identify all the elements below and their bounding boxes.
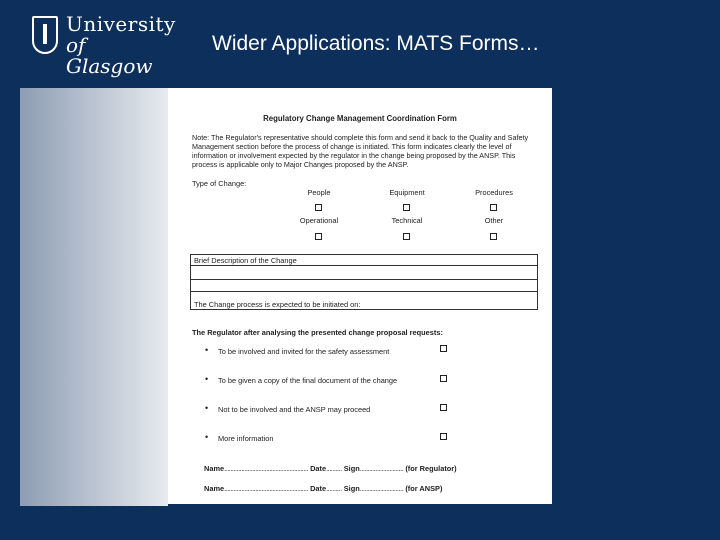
checkbox-request-more-info[interactable] xyxy=(440,433,447,440)
type-of-change-label: Type of Change: xyxy=(192,179,247,188)
checkbox-technical[interactable] xyxy=(403,233,410,240)
checkbox-operational[interactable] xyxy=(315,233,322,240)
date-label: Date xyxy=(310,464,327,473)
logo-line-2: of Glasgow xyxy=(66,33,153,78)
left-gradient-panel xyxy=(20,88,168,506)
bullet: • xyxy=(205,432,209,442)
name-field[interactable]: ...................................................... xyxy=(224,484,309,493)
form-document xyxy=(168,88,552,504)
bullet: • xyxy=(205,374,209,384)
description-input-line-2[interactable] xyxy=(191,279,537,280)
checkbox-people[interactable] xyxy=(315,204,322,211)
for-ansp-label: (for ANSP) xyxy=(405,484,443,493)
description-input-line-1[interactable] xyxy=(191,265,537,266)
initiated-on-label: The Change process is expected to be initiated on: xyxy=(194,300,361,309)
request-copy-label: To be given a copy of the final document of the change xyxy=(218,376,398,385)
description-table xyxy=(190,254,538,310)
option-other-label: Other xyxy=(484,216,504,225)
checkbox-request-copy[interactable] xyxy=(440,375,447,382)
option-technical-label: Technical xyxy=(391,216,423,225)
name-label: Name xyxy=(204,484,225,493)
bullet: • xyxy=(205,345,209,355)
name-field[interactable]: ...................................................... xyxy=(224,464,309,473)
signature-row-regulator xyxy=(204,464,457,473)
request-not-involved-label: Not to be involved and the ANSP may proceed xyxy=(218,405,371,414)
right-panel xyxy=(552,88,720,504)
logo-line-1: University xyxy=(66,12,176,36)
signature-row-ansp xyxy=(204,484,442,493)
date-label: Date xyxy=(310,484,327,493)
form-note: Note: The Regulator's representative should complete this form and send it back to the Quality and Safety Management section before the process of change is initiated. This form indicates clearly the level of information or involvement expected by the regulator in the change being proposed by the ANSP. This process is applicable only to Major Changes proposed by the ANSP. xyxy=(192,133,529,169)
sign-field[interactable]: ............................ xyxy=(359,484,404,493)
for-regulator-label: (for Regulator) xyxy=(405,464,457,473)
brief-description-label: Brief Description of the Change xyxy=(194,256,297,265)
date-field[interactable]: .......... xyxy=(326,464,342,473)
sign-field[interactable]: ............................ xyxy=(359,464,404,473)
sign-label: Sign xyxy=(343,484,360,493)
checkbox-equipment[interactable] xyxy=(403,204,410,211)
requests-title: The Regulator after analysing the presented change proposal requests: xyxy=(192,328,443,337)
form-title: Regulatory Change Management Coordination Form xyxy=(263,114,457,123)
university-logo xyxy=(32,12,176,78)
checkbox-procedures[interactable] xyxy=(490,204,497,211)
option-procedures-label: Procedures xyxy=(475,188,513,197)
checkbox-request-not-involved[interactable] xyxy=(440,404,447,411)
table-divider xyxy=(191,291,537,292)
header-bar xyxy=(0,0,720,88)
option-people-label: People xyxy=(307,188,331,197)
sign-label: Sign xyxy=(343,464,360,473)
checkbox-other[interactable] xyxy=(490,233,497,240)
request-more-info-label: More information xyxy=(218,434,274,443)
option-equipment-label: Equipment xyxy=(389,188,425,197)
bullet: • xyxy=(205,403,209,413)
crest-icon xyxy=(32,16,58,54)
date-field[interactable]: .......... xyxy=(326,484,342,493)
slide-title: Wider Applications: MATS Forms… xyxy=(212,32,540,55)
checkbox-request-involved[interactable] xyxy=(440,345,447,352)
option-operational-label: Operational xyxy=(299,216,339,225)
name-label: Name xyxy=(204,464,225,473)
request-involved-label: To be involved and invited for the safety assessment xyxy=(218,347,390,356)
